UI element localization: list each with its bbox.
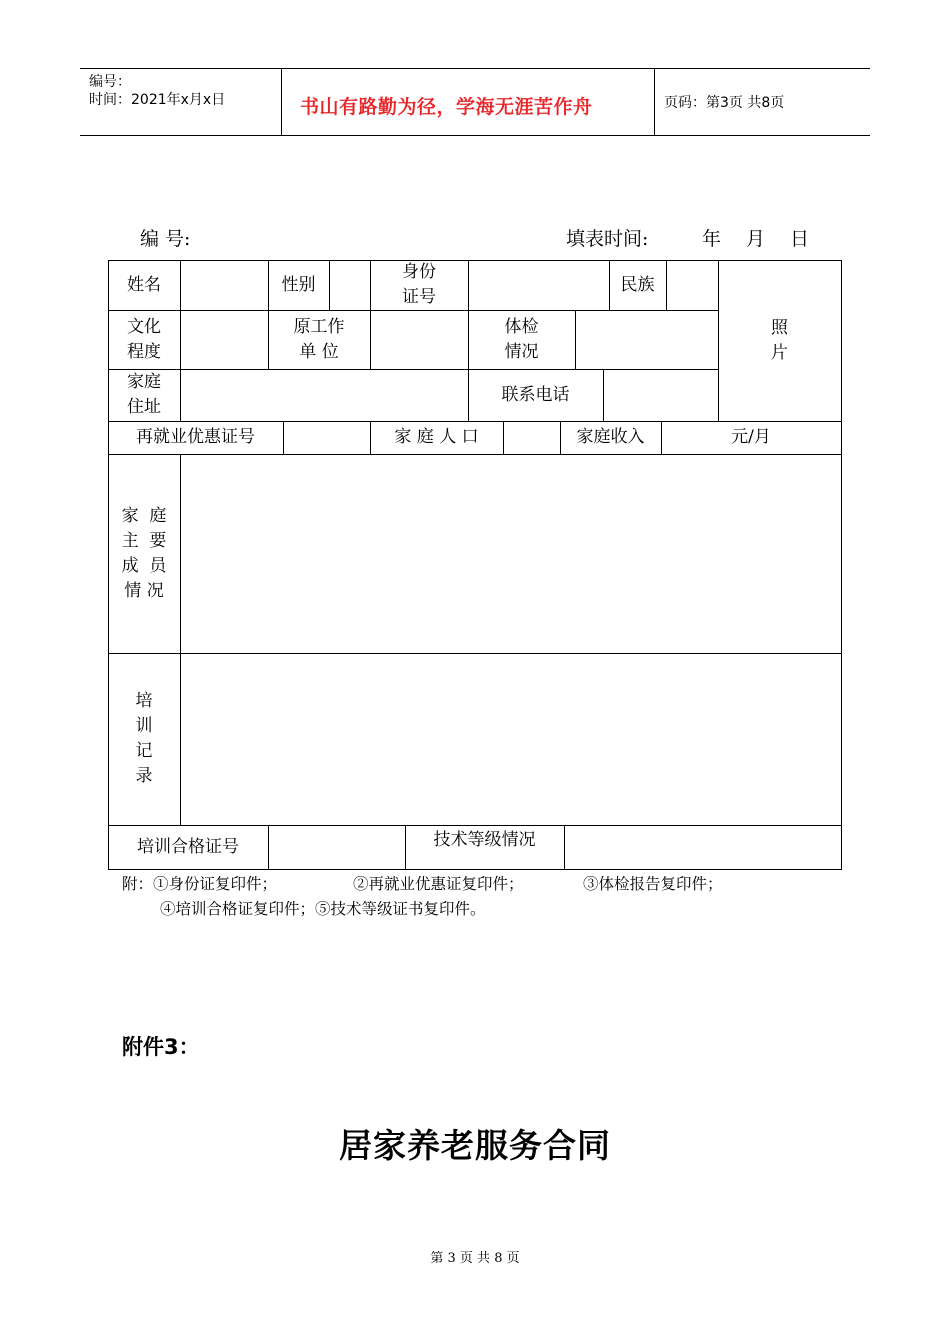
health-check-label [468, 310, 575, 369]
photo-label-line2: 片 [771, 342, 788, 363]
header-time-label: 时间：2021年x月x日 [89, 92, 226, 108]
former-employer-label-line1: 原工作 [293, 316, 345, 337]
page-footer: 第 3 页 共 8 页 [430, 1251, 520, 1266]
phone-field[interactable] [603, 369, 718, 421]
id-number-field[interactable] [468, 260, 609, 310]
health-check-field[interactable] [575, 310, 718, 369]
household-income-label: 家庭收入 [576, 427, 645, 447]
reemployment-cert-field[interactable] [283, 421, 370, 454]
training-label-char1: 培 [135, 691, 153, 711]
id-number-label-line1: 身份 [402, 262, 436, 282]
training-cert-label: 培训合格证号 [137, 836, 239, 857]
notes-line1-b: ②再就业优惠证复印件； [353, 875, 524, 893]
header-page-info: 页码：第3页 共8页 [664, 95, 785, 111]
family-label-line3: 成 员 [121, 555, 167, 576]
income-unit: 元/月 [731, 427, 771, 447]
address-label-line1: 家庭 [127, 372, 161, 392]
health-check-label-line1: 体检 [504, 316, 539, 337]
form-day: 日 [790, 228, 810, 250]
name-field[interactable] [180, 260, 268, 310]
family-label-line4: 情 况 [124, 580, 164, 601]
gender-label: 性别 [281, 274, 316, 295]
training-cert-field[interactable] [268, 825, 405, 869]
family-members-field[interactable] [180, 454, 841, 653]
notes-line2: ④培训合格证复印件；⑤技术等级证书复印件。 [160, 900, 486, 918]
former-employer-label [268, 310, 370, 369]
education-label-line2: 程度 [127, 341, 161, 362]
form-number-label: 编 号: [140, 228, 191, 250]
training-label-char4: 录 [135, 766, 153, 786]
household-income-field[interactable] [661, 421, 841, 454]
education-field[interactable] [180, 310, 268, 369]
gender-field[interactable] [329, 260, 370, 310]
phone-label: 联系电话 [501, 384, 570, 405]
table-line [108, 869, 842, 870]
photo-label-line1: 照 [771, 317, 788, 338]
household-size-label: 家 庭 人 口 [394, 427, 479, 447]
former-employer-field[interactable] [370, 310, 468, 369]
header-divider [281, 68, 282, 136]
address-label-line2: 住址 [127, 397, 161, 417]
education-label [108, 310, 180, 369]
address-field[interactable] [180, 369, 468, 421]
notes-line1-a: 附：①身份证复印件； [122, 875, 278, 893]
training-label-char2: 训 [135, 716, 153, 736]
header-top-border [80, 68, 870, 69]
ethnicity-field[interactable] [666, 260, 718, 310]
skill-level-field[interactable] [564, 825, 841, 869]
header-number-label: 编号： [89, 74, 131, 90]
health-check-label-line2: 情况 [504, 341, 539, 362]
name-label: 姓名 [127, 274, 161, 295]
photo-box[interactable] [718, 260, 841, 421]
header-divider [654, 68, 655, 136]
form-month: 月 [746, 228, 766, 250]
contract-title: 居家养老服务合同 [339, 1126, 611, 1165]
household-size-field[interactable] [503, 421, 560, 454]
table-line [841, 260, 842, 870]
family-label-line2: 主 要 [121, 530, 167, 551]
training-label-char3: 记 [135, 741, 153, 761]
family-label-line1: 家 庭 [121, 505, 167, 526]
attachment-label: 附件3： [122, 1035, 200, 1059]
training-record-field[interactable] [180, 653, 841, 825]
header-bottom-border [80, 135, 870, 136]
former-employer-label-line2: 单 位 [299, 341, 339, 362]
address-label [108, 369, 180, 421]
id-number-label [370, 260, 468, 310]
family-members-label [108, 454, 180, 653]
form-year: 年 [702, 228, 722, 250]
id-number-label-line2: 证号 [402, 287, 436, 307]
training-record-label [108, 653, 180, 825]
skill-level-label: 技术等级情况 [433, 829, 536, 850]
form-date-label: 填表时间: [566, 228, 649, 250]
header-motto: 书山有路勤为径，学海无涯苦作舟 [300, 96, 593, 118]
ethnicity-label: 民族 [620, 274, 655, 295]
education-label-line1: 文化 [127, 316, 161, 337]
notes-line1-c: ③体检报告复印件； [583, 875, 723, 893]
reemployment-cert-label: 再就业优惠证号 [136, 427, 255, 447]
